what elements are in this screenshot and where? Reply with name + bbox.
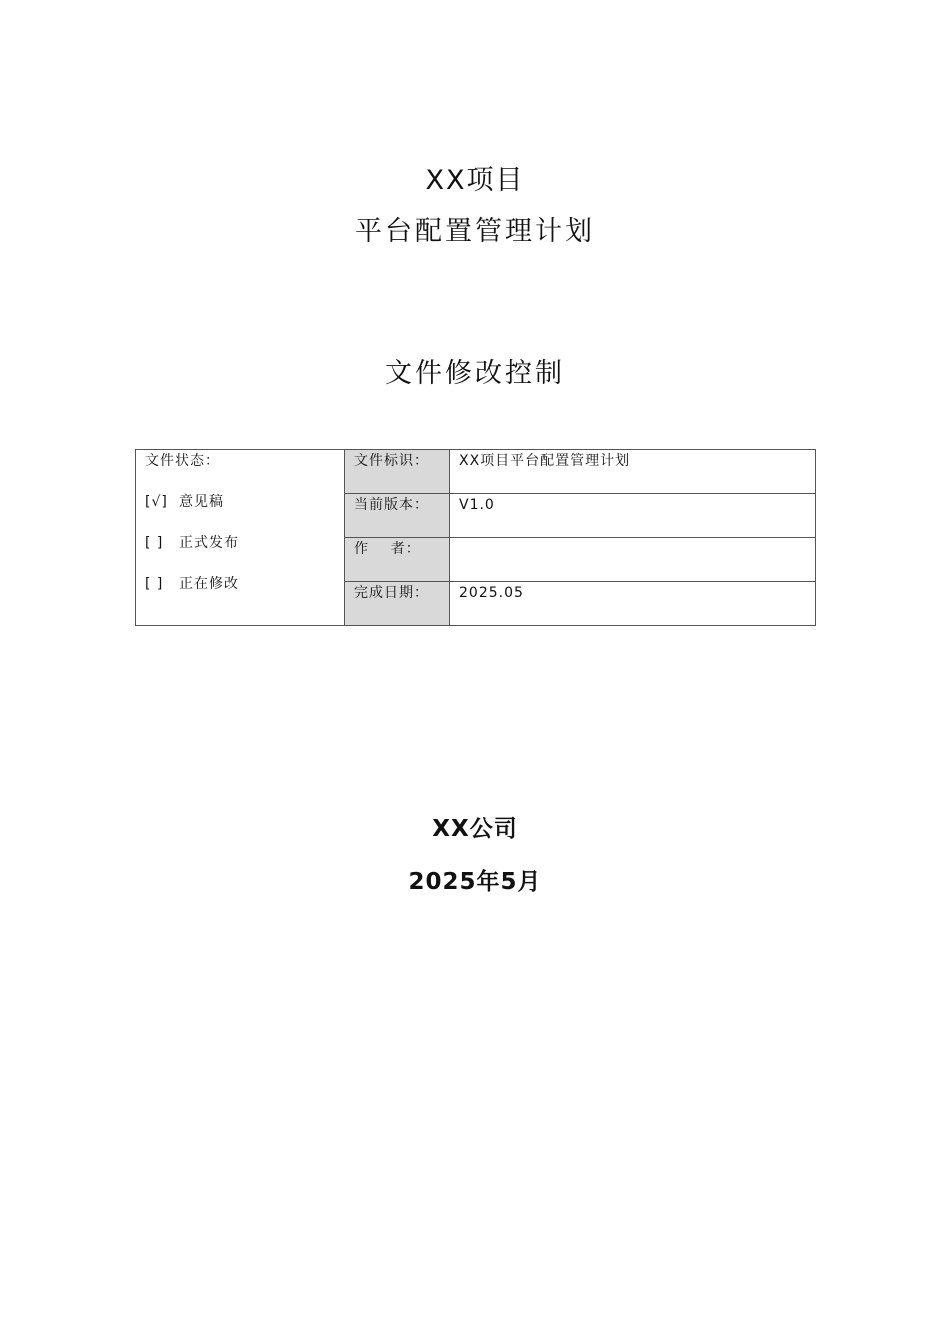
document-date: 2025年5月 — [408, 869, 542, 895]
document-title: 平台配置管理计划 — [355, 216, 595, 247]
file-control-table — [135, 449, 816, 626]
author-value — [450, 538, 816, 582]
status-option-revising — [145, 574, 335, 594]
section-title: 文件修改控制 — [385, 358, 565, 389]
file-id-value: XX项目平台配置管理计划 — [450, 450, 816, 494]
table-row — [136, 450, 816, 494]
status-option-draft — [145, 492, 335, 512]
file-status-label: 文件状态： — [145, 453, 220, 469]
version-value: V1.0 — [450, 494, 816, 538]
author-label: 作 者： — [345, 538, 450, 582]
status-option-label: 意见稿 — [179, 494, 224, 510]
completion-date-value: 2025.05 — [450, 582, 816, 626]
company-name: XX公司 — [432, 816, 518, 842]
checkbox-checked: [√] — [145, 494, 168, 510]
project-title: XX项目 — [425, 165, 525, 196]
checkbox-empty: [ ] — [145, 576, 164, 592]
version-label: 当前版本： — [345, 494, 450, 538]
file-id-label: 文件标识： — [345, 450, 450, 494]
status-option-label: 正式发布 — [179, 535, 239, 551]
status-option-label: 正在修改 — [179, 576, 239, 592]
checkbox-empty: [ ] — [145, 535, 164, 551]
file-status-cell — [136, 450, 345, 626]
status-option-release — [145, 533, 335, 553]
completion-date-label: 完成日期： — [345, 582, 450, 626]
